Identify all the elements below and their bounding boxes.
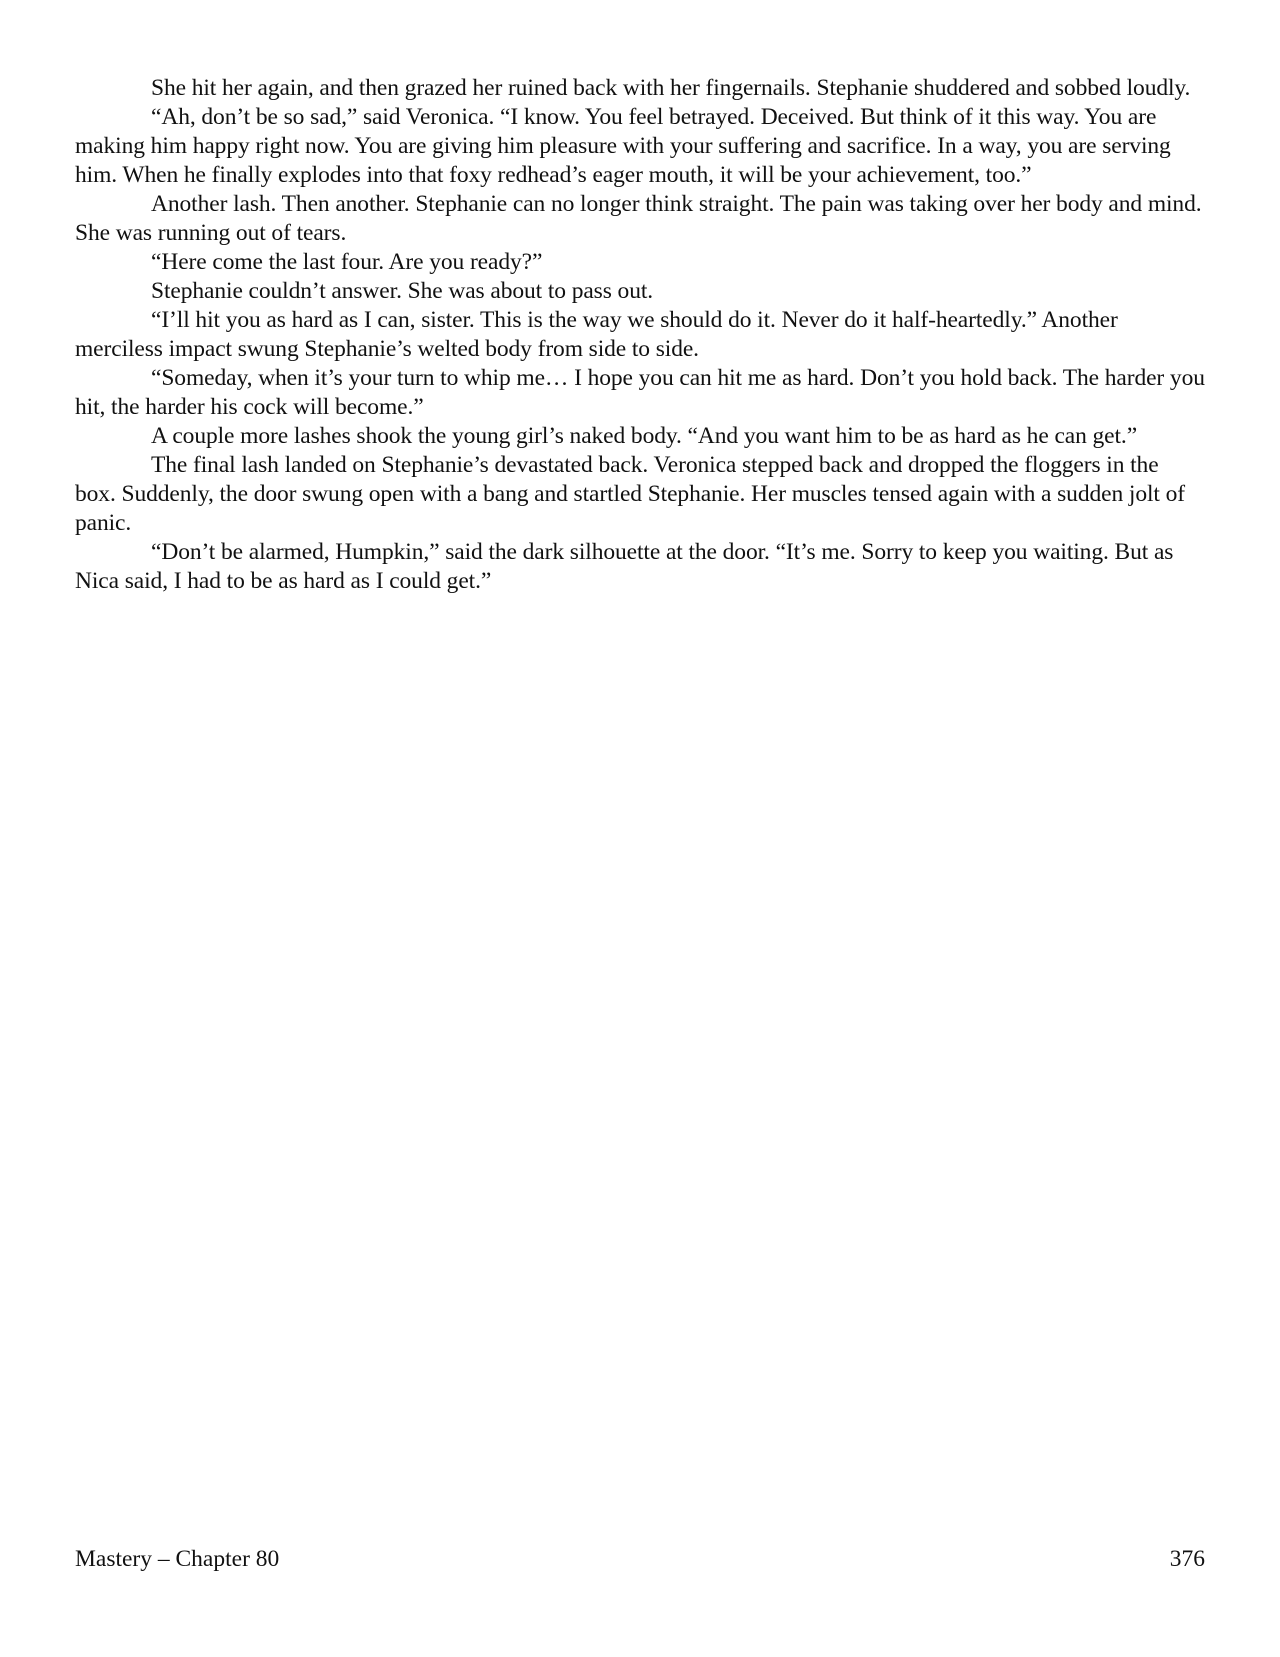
page-body: [75, 74, 1205, 596]
paragraph: Another lash. Then another. Stephanie can no longer think straight. The pain was taking over her body and mind. She was running out of tears.: [75, 191, 1202, 246]
paragraph: Stephanie couldn’t answer. She was about to pass out.: [151, 278, 654, 304]
paragraph: “Ah, don’t be so sad,” said Veronica. “I know. You feel betrayed. Deceived. But think of it this way. You are making him happy right now. You are giving him pleasure with your suffering and sacrifice. In a way, you are serving him. When he finally explodes into that foxy redhead’s eager mouth, it will be your achievement, too.”: [75, 104, 1171, 188]
page-number: 376: [1169, 1546, 1205, 1572]
paragraph: “Someday, when it’s your turn to whip me… I hope you can hit me as hard. Don’t you hold back. The harder you hit, the harder his cock will become.”: [75, 365, 1205, 420]
paragraph: The final lash landed on Stephanie’s devastated back. Veronica stepped back and dropped the floggers in the box. Suddenly, the door swung open with a bang and startled Stephanie. Her muscles tensed again with a sudden jolt of panic.: [75, 452, 1185, 536]
paragraph: “Don’t be alarmed, Humpkin,” said the dark silhouette at the door. “It’s me. Sorry to keep you waiting. But as Nica said, I had to be as hard as I could get.”: [75, 539, 1174, 594]
paragraph: “Here come the last four. Are you ready?”: [151, 249, 543, 275]
paragraph: “I’ll hit you as hard as I can, sister. This is the way we should do it. Never do it half-heartedly.” Another merciless impact swung Stephanie’s welted body from side to side.: [75, 307, 1118, 362]
page-footer: [75, 1545, 1205, 1574]
footer-title: Mastery – Chapter 80: [75, 1546, 280, 1572]
paragraph: She hit her again, and then grazed her ruined back with her fingernails. Stephanie shuddered and sobbed loudly.: [151, 75, 1191, 101]
paragraph: A couple more lashes shook the young girl’s naked body. “And you want him to be as hard as he can get.”: [151, 423, 1138, 449]
